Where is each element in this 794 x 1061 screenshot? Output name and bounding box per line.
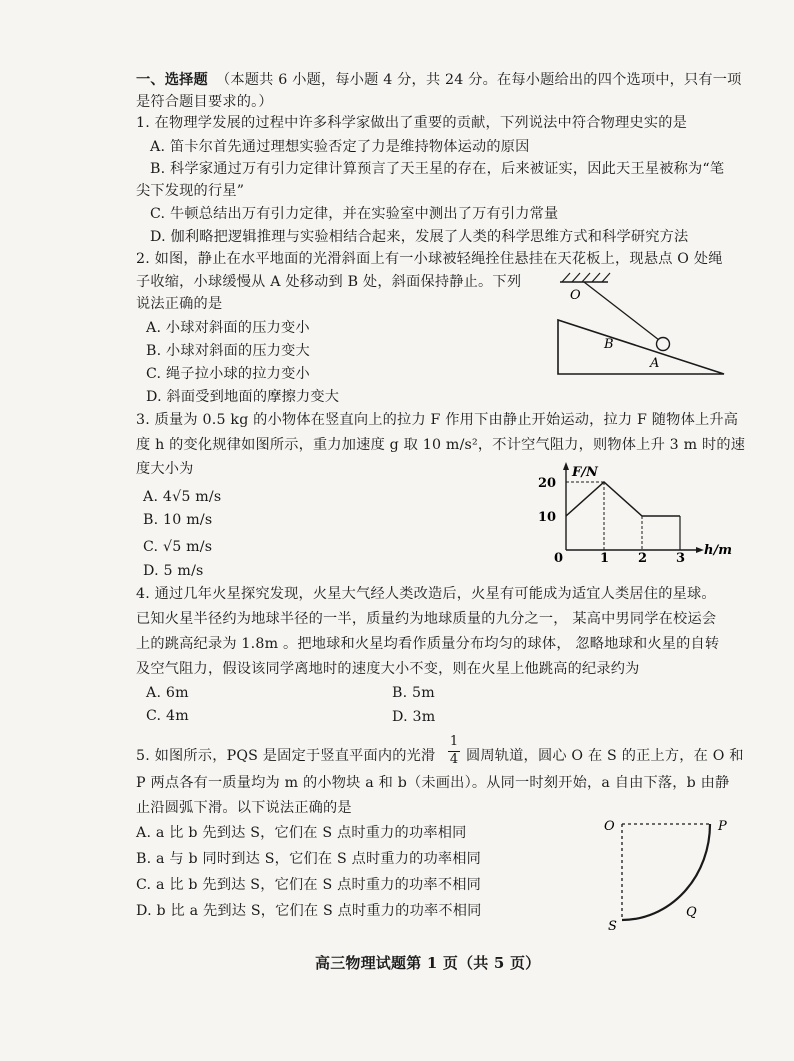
q5-frac-numerator: 1 bbox=[449, 734, 459, 749]
q2-incline-figure bbox=[548, 268, 734, 382]
q3-option: D. 5 m/s bbox=[143, 563, 204, 579]
q1-stem: 1. 在物理学发展的过程中许多科学家做出了重要的贡献，下列说法中符合物理史实的是 bbox=[136, 115, 687, 131]
y-tick-label: 20 bbox=[538, 476, 557, 491]
q5-stem-line1b: 圆周轨道，圆心 O 在 S 的正上方，在 O 和 bbox=[466, 748, 744, 764]
label-o: O bbox=[570, 288, 581, 303]
q1-option: C. 牛顿总结出万有引力定律，并在实验室中测出了万有引力常量 bbox=[150, 206, 559, 222]
x-tick-label: 3 bbox=[676, 551, 686, 562]
q1-option: D. 伽利略把逻辑推理与实验相结合起来，发展了人类的科学思维方式和科学研究方法 bbox=[150, 229, 689, 245]
section-intro-line2: 是符合题目要求的。） bbox=[136, 94, 273, 110]
q4-stem-line4: 及空气阻力，假设该同学离地时的速度大小不变，则在火星上他跳高的纪录约为 bbox=[136, 661, 640, 677]
x-tick-label: 0 bbox=[554, 551, 564, 562]
label-o: O bbox=[604, 819, 615, 834]
q4-option: B. 5m bbox=[392, 685, 435, 701]
q5-frac-denominator: 4 bbox=[449, 752, 459, 767]
q5-stem-line1a: 5. 如图所示，PQS 是固定于竖直平面内的光滑 bbox=[136, 748, 436, 764]
ceiling-hatch bbox=[562, 273, 610, 282]
q3-stem-line1: 3. 质量为 0.5 kg 的小物体在竖直向上的拉力 F 作用下由静止开始运动，拉力 F 随物体上升高 bbox=[136, 412, 739, 428]
q5-option: C. a 比 b 先到达 S，它们在 S 点时重力的功率不相同 bbox=[136, 877, 481, 893]
page-footer: 高三物理试题第 1 页（共 5 页） bbox=[315, 954, 541, 972]
q2-option: C. 绳子拉小球的拉力变小 bbox=[146, 366, 310, 382]
q2-option: D. 斜面受到地面的摩擦力变大 bbox=[146, 389, 340, 405]
series-line bbox=[566, 482, 680, 516]
q3-stem-line2: 度 h 的变化规律如图所示，重力加速度 g 取 10 m/s²，不计空气阻力，则物体上升 3 m 时的速 bbox=[136, 437, 746, 453]
q4-stem-line1: 4. 通过几年火星探究发现，火星大气经人类改造后，火星有可能成为适宜人类居住的星球。 bbox=[136, 586, 716, 602]
q3-option: C. √5 m/s bbox=[143, 539, 213, 555]
y-axis-arrow bbox=[563, 462, 569, 470]
ball-circle bbox=[657, 338, 670, 351]
label-b: B bbox=[604, 337, 614, 352]
incline-triangle bbox=[558, 320, 724, 374]
x-axis-arrow bbox=[696, 547, 704, 553]
q1-option: A. 笛卡尔首先通过理想实验否定了力是维持物体运动的原因 bbox=[150, 139, 530, 155]
quarter-arc-track bbox=[622, 824, 710, 920]
section-intro-line1: （本题共 6 小题，每小题 4 分，共 24 分。在每小题给出的四个选项中，只有一项 bbox=[216, 72, 742, 88]
q4-option: A. 6m bbox=[146, 685, 189, 701]
x-tick-label: 2 bbox=[638, 551, 648, 562]
q5-option: B. a 与 b 同时到达 S，它们在 S 点时重力的功率相同 bbox=[136, 851, 482, 867]
label-p: P bbox=[718, 819, 727, 834]
q5-option: A. a 比 b 先到达 S，它们在 S 点时重力的功率相同 bbox=[136, 825, 467, 841]
q2-option: A. 小球对斜面的压力变小 bbox=[146, 320, 310, 336]
q1-option-cont: 尖下发现的行星” bbox=[136, 183, 245, 199]
y-tick-label: 10 bbox=[538, 510, 557, 525]
q2-stem-line1: 2. 如图，静止在水平地面的光滑斜面上有一小球被轻绳拴住悬挂在天花板上，现悬点 O 处绳 bbox=[136, 251, 723, 267]
y-axis-label: F/N bbox=[572, 465, 598, 480]
q4-stem-line3: 上的跳高纪录为 1.8m 。把地球和火星均看作质量分布均匀的球体， 忽略地球和火星的自转 bbox=[136, 636, 720, 652]
q3-option: B. 10 m/s bbox=[143, 512, 213, 528]
q2-option: B. 小球对斜面的压力变大 bbox=[146, 343, 310, 359]
q2-stem-line2: 子收缩，小球缓慢从 A 处移动到 B 处，斜面保持静止。下列 bbox=[136, 274, 522, 290]
q3-force-height-chart bbox=[536, 462, 732, 562]
section-heading: 一、选择题 bbox=[136, 72, 208, 88]
label-s: S bbox=[608, 919, 617, 934]
label-a: A bbox=[650, 356, 660, 371]
q4-option: D. 3m bbox=[392, 709, 436, 725]
q5-option: D. b 比 a 先到达 S，它们在 S 点时重力的功率不相同 bbox=[136, 903, 482, 919]
q3-option: A. 4√5 m/s bbox=[143, 489, 222, 505]
label-q: Q bbox=[686, 905, 697, 920]
q4-stem-line2: 已知火星半径约为地球半径的一半，质量约为地球质量的九分之一， 某高中男同学在校运会 bbox=[136, 611, 717, 627]
q4-option: C. 4m bbox=[146, 708, 189, 724]
q1-option: B. 科学家通过万有引力定律计算预言了天王星的存在，后来被证实，因此天王星被称为“笔 bbox=[150, 161, 725, 177]
q5-stem-line2: P 两点各有一质量均为 m 的小物块 a 和 b（未画出）。从同一时刻开始，a 自由下落，b 由静 bbox=[136, 775, 730, 791]
x-axis-label: h/m bbox=[704, 543, 732, 558]
q5-arc-figure bbox=[598, 812, 738, 936]
x-tick-label: 1 bbox=[600, 551, 610, 562]
q3-stem-line3: 度大小为 bbox=[136, 461, 194, 477]
q5-stem-line3: 止沿圆弧下滑。以下说法正确的是 bbox=[136, 800, 352, 816]
q2-stem-line3: 说法正确的是 bbox=[136, 296, 223, 312]
